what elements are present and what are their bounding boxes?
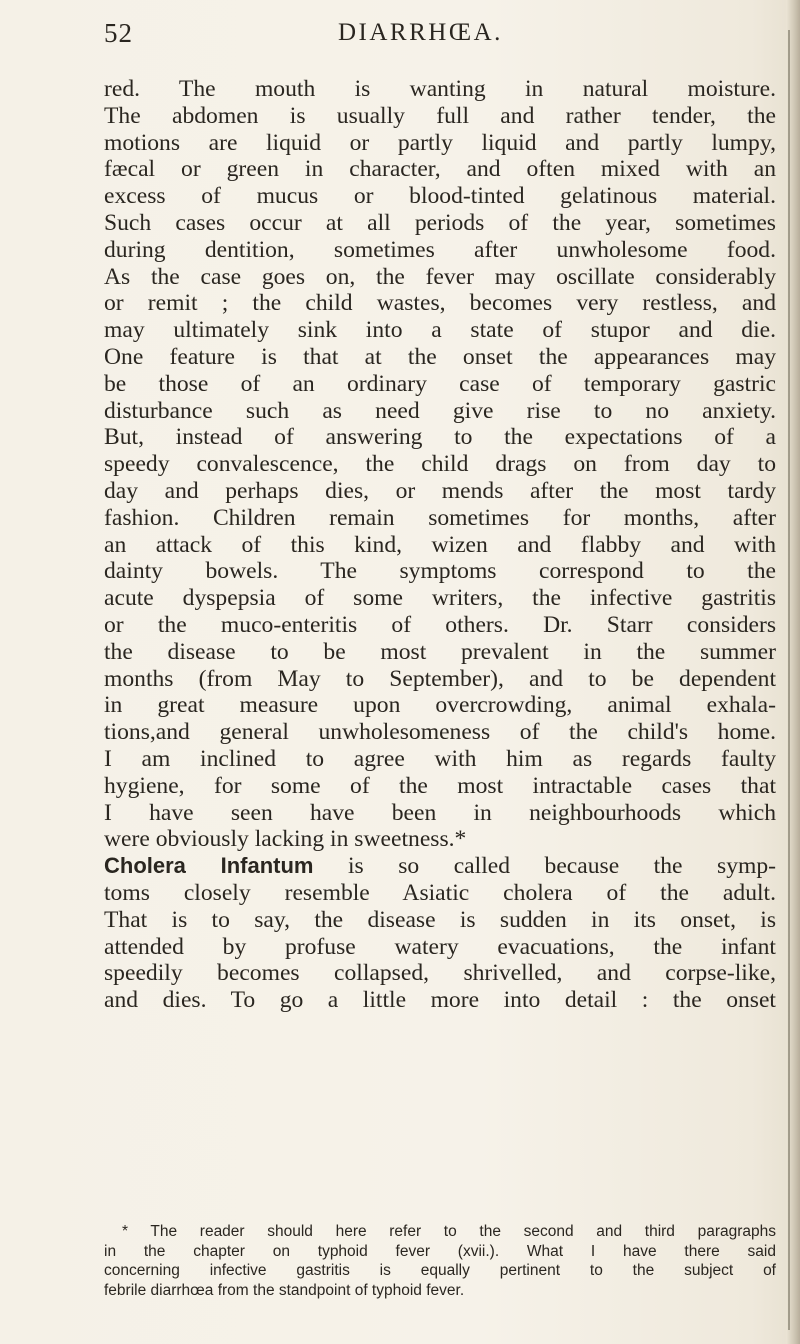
body-line: be those of an ordinary case of temporary gastric xyxy=(104,370,776,397)
running-head: DIARRHŒA. xyxy=(338,19,503,46)
footnote-line: concerning infective gastritis is equally pertinent to the subject of xyxy=(104,1262,776,1279)
footnote-line: * The reader should here refer to the second and third paragraphs xyxy=(122,1223,776,1240)
body-line: may ultimately sink into a state of stupor and die. xyxy=(104,317,776,344)
body-line: the disease to be most prevalent in the summer xyxy=(104,638,776,665)
body-line: in great measure upon overcrowding, animal exhala- xyxy=(104,692,776,719)
body-line: Such cases occur at all periods of the year, sometimes xyxy=(104,209,776,236)
body-line: attended by profuse watery evacuations, the infant xyxy=(104,933,776,960)
body-line: red. The mouth is wanting in natural moisture. xyxy=(104,76,776,102)
body-line: speedily becomes collapsed, shrivelled, and corpse-like, xyxy=(104,960,776,987)
body-line: That is to say, the disease is sudden in its onset, is xyxy=(104,906,776,933)
body-line: and dies. To go a little more into detail : the onset xyxy=(104,987,776,1014)
body-line: fæcal or green in character, and often mixed with an xyxy=(104,156,776,183)
body-line: fashion. Children remain sometimes for months, after xyxy=(104,504,776,531)
body-line: acute dyspepsia of some writers, the infective gastritis xyxy=(104,585,776,612)
body-line: an attack of this kind, wizen and flabby and with xyxy=(104,531,776,558)
body-line: speedy convalescence, the child drags on from day to xyxy=(104,451,776,478)
cholera-first-line xyxy=(104,853,776,880)
body-line: or the muco-enteritis of others. Dr. Starr considers xyxy=(104,611,776,638)
body-line: disturbance such as need give rise to no anxiety. xyxy=(104,397,776,424)
page-gutter-shadow xyxy=(786,0,800,1344)
body-line: toms closely resemble Asiatic cholera of the adult. xyxy=(104,879,776,906)
cholera-first-line-text: is so called because the symp- xyxy=(313,853,776,880)
footnote-line: febrile diarrhœa from the standpoint of typhoid fever. xyxy=(104,1281,465,1299)
page-header xyxy=(104,18,764,58)
footnote-line: in the chapter on typhoid fever (xvii.). What I have there said xyxy=(104,1242,776,1260)
body-text xyxy=(104,76,776,1014)
body-line: But, instead of answering to the expectations of a xyxy=(104,424,776,451)
body-line: day and perhaps dies, or mends after the most tardy xyxy=(104,477,776,504)
body-line: tions,and general unwholesomeness of the child's home. xyxy=(104,719,776,746)
body-line: dainty bowels. The symptoms correspond to the xyxy=(104,558,776,585)
cholera-infantum-heading: Cholera Infantum xyxy=(104,853,314,879)
body-line: I have seen have been in neighbourhoods which xyxy=(104,799,776,826)
body-line: As the case goes on, the fever may oscillate considerably xyxy=(104,263,776,290)
body-line: were obviously lacking in sweetness.* xyxy=(104,826,467,853)
body-line: One feature is that at the onset the appearances may xyxy=(104,343,776,370)
body-line: hygiene, for some of the most intractable cases that xyxy=(104,772,776,799)
body-line: motions are liquid or partly liquid and partly lumpy, xyxy=(104,129,776,156)
body-line: or remit ; the child wastes, becomes very restless, and xyxy=(104,290,776,317)
body-line: The abdomen is usually full and rather tender, the xyxy=(104,102,776,129)
footnote xyxy=(104,1222,776,1300)
binding-edge-line xyxy=(788,30,790,1330)
body-line: during dentition, sometimes after unwholesome food. xyxy=(104,236,776,263)
page-number: 52 xyxy=(104,18,133,48)
body-line: months (from May to September), and to be dependent xyxy=(104,665,776,692)
body-line: I am inclined to agree with him as regards faulty xyxy=(104,745,776,772)
body-line: excess of mucus or blood-tinted gelatinous material. xyxy=(104,183,776,210)
